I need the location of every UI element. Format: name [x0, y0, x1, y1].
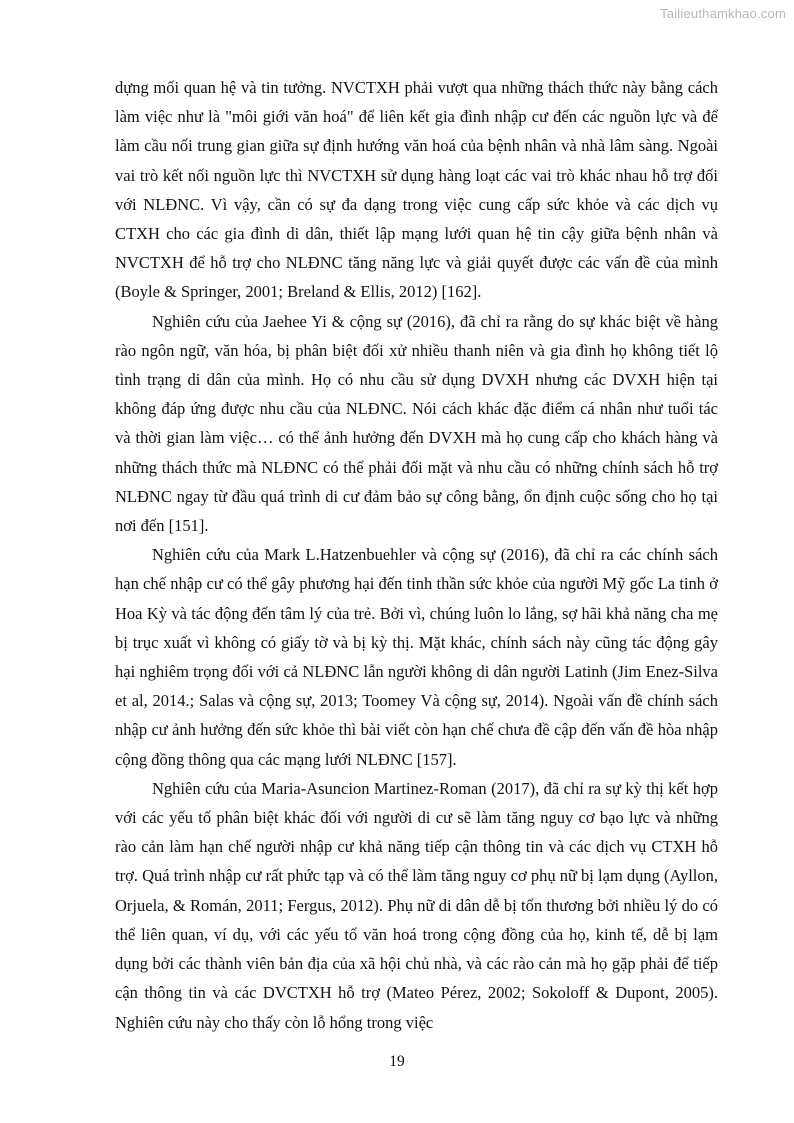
paragraph-4: Nghiên cứu của Maria-Asuncion Martinez-Roman (2017), đã chỉ ra sự kỳ thị kết hợp với các yếu tố phân biệt khác đối với người di cư sẽ làm tăng nguy cơ bạo lực và những rào cản làm hạn chế người nhập cư khả năng tiếp cận thông tin và các dịch vụ CTXH hỗ trợ. Quá trình nhập cư rất phức tạp và có thể làm tăng nguy cơ phụ nữ bị lạm dụng (Ayllon, Orjuela, & Román, 2011; Fergus, 2012). Phụ nữ di dân dễ bị tổn thương bởi nhiều lý do có thể liên quan, ví dụ, với các yếu tố văn hoá trong cộng đồng của họ, kinh tế, dễ bị lạm dụng bởi các thành viên bản địa của xã hội chủ nhà, và các rào cản mà họ gặp phải để tiếp cận thông tin và các DVCTXH hỗ trợ (Mateo Pérez, 2002; Sokoloff & Dupont, 2005). Nghiên cứu này cho thấy còn lỗ hổng trong việc — [115, 778, 718, 1032]
paragraph-3: Nghiên cứu của Mark L.Hatzenbuehler và cộng sự (2016), đã chỉ ra các chính sách hạn chế nhập cư có thể gây phương hại đến tinh thần sức khỏe của người Mỹ gốc La tinh ở Hoa Kỳ và tác động đến tâm lý của trẻ. Bởi vì, chúng luôn lo lắng, sợ hãi khả năng cha mẹ bị trục xuất vì không có giấy tờ và bị kỳ thị. Mặt khác, chính sách này cũng tác động gây hại nghiêm trọng đối với cả NLĐNC lẫn người không di dân người Latinh (Jim Enez-Silva et al, 2014.; Salas và cộng sự, 2013; Toomey Và cộng sự, 2014). Ngoài vấn đề chính sách nhập cư ảnh hưởng đến sức khỏe thì bài viết còn hạn chế chưa đề cập đến vấn đề hòa nhập cộng đồng thông qua các mạng lưới NLĐNC [157]. — [115, 545, 718, 769]
page-number: 19 — [389, 1053, 405, 1070]
watermark: Tailieuthamkhao.com — [660, 6, 786, 21]
document-body — [115, 73, 718, 1037]
paragraph-1: dựng mối quan hệ và tin tưởng. NVCTXH phải vượt qua những thách thức này bằng cách làm việc như là "môi giới văn hoá" để liên kết gia đình nhập cư đến các nguồn lực và để làm cầu nối trung gian giữa sự định hướng văn hoá của bệnh nhân và nhà lâm sàng. Ngoài vai trò kết nối nguồn lực thì NVCTXH sử dụng hàng loạt các vai trò khác nhau hỗ trợ đối với NLĐNC. Vì vậy, cần có sự đa dạng trong việc cung cấp sức khỏe và các dịch vụ CTXH cho các gia đình di dân, thiết lập mạng lưới quan hệ tin cậy giữa bệnh nhân và NVCTXH để hỗ trợ cho NLĐNC tăng năng lực và giải quyết được các vấn đề của mình (Boyle & Springer, 2001; Breland & Ellis, 2012) [162]. — [115, 78, 718, 302]
paragraph-2: Nghiên cứu của Jaehee Yi & cộng sự (2016), đã chỉ ra rằng do sự khác biệt về hàng rào ngôn ngữ, văn hóa, bị phân biệt đối xử nhiều thanh niên và gia đình họ không tiết lộ tình trạng di dân của mình. Họ có nhu cầu sử dụng DVXH nhưng các DVXH hiện tại không đáp ứng được nhu cầu của NLĐNC. Nói cách khác đặc điểm cá nhân như tuổi tác và thời gian làm việc… có thể ảnh hưởng đến DVXH mà họ cung cấp cho khách hàng và những thách thức mà NLĐNC có thể phải đối mặt và nhu cầu có những chính sách hỗ trợ NLĐNC ngay từ đầu quá trình di cư đảm bảo sự công bằng, ổn định cuộc sống cho họ tại nơi đến [151]. — [115, 311, 718, 536]
